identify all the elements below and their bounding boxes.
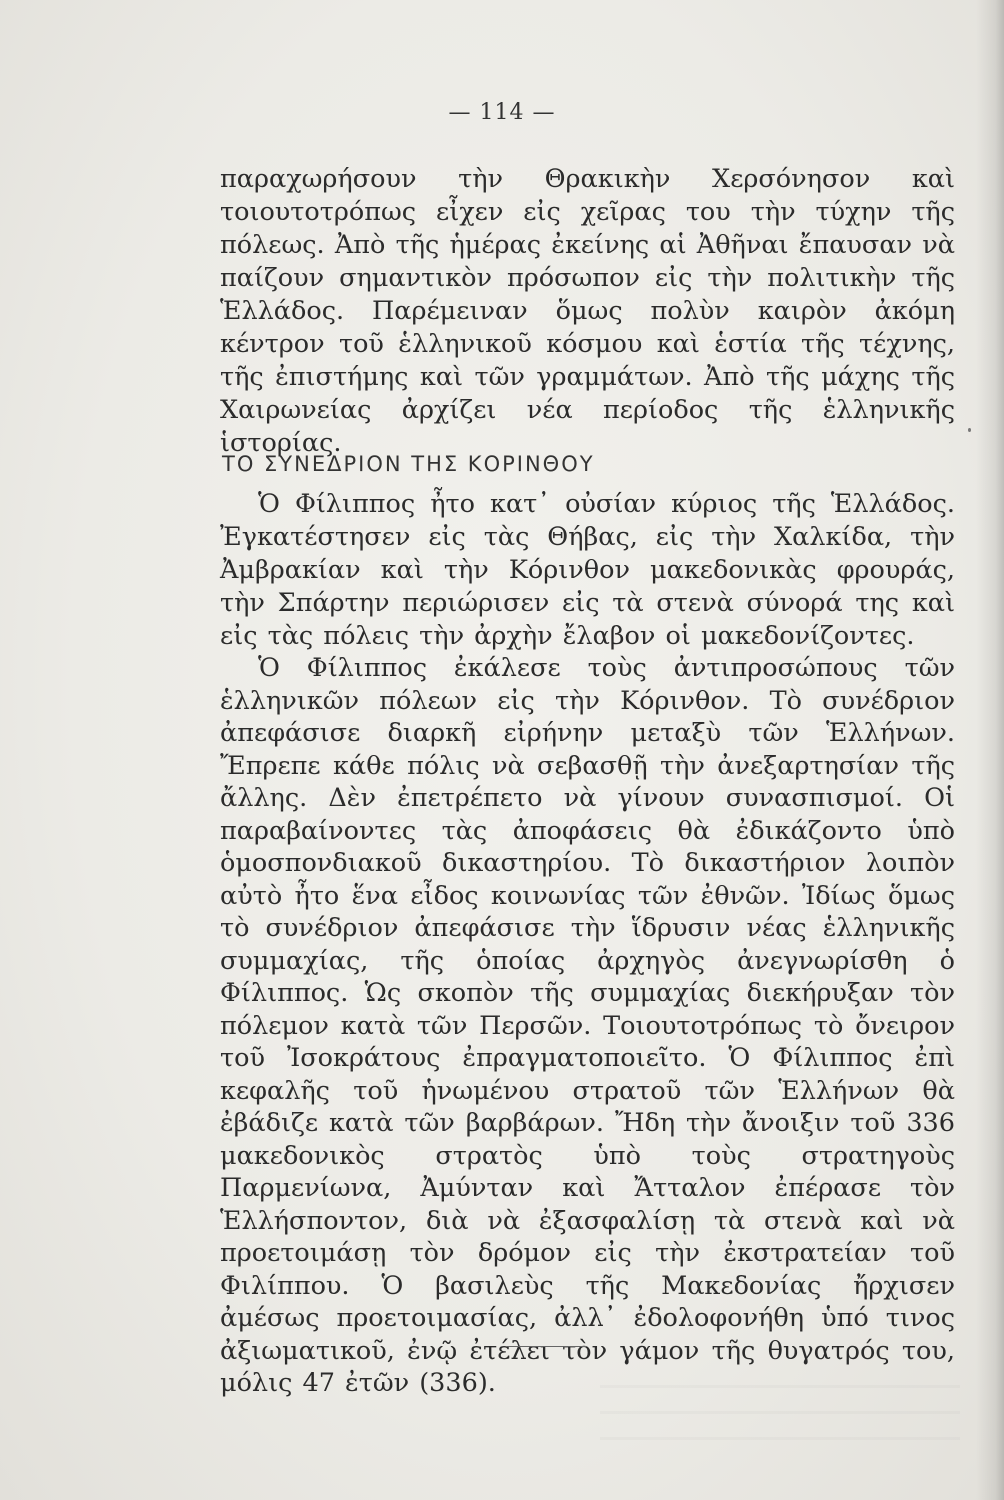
section-heading: ΤΟ ΣΥΝΕΔΡΙΟΝ ΤΗΣ ΚΟΡΙΝΘΟΥ <box>222 452 595 476</box>
body-paragraph-2: Ὁ Φίλιππος ἐκάλεσε τοὺς ἀντιπροσώπους τῶν ἑλληνικῶν πόλεων εἰς τὴν Κόρινθον. Τὸ συνέδριον ἀπεφάσισε διαρκῆ εἰρήνην μεταξὺ τῶν Ἑλλήνων. Ἔπρεπε κάθε πόλις νὰ σεβασθῇ τὴν ἀνεξαρτησίαν τῆς ἄλλης. Δὲν ἐπετρέπετο νὰ γίνουν συνασπισμοί. Οἱ παραβαίνοντες τὰς ἀποφάσεις θὰ ἐδικάζοντο ὑπὸ ὁμοσπονδιακοῦ δικαστηρίου. Τὸ δικαστήριον λοιπὸν αὐτὸ ἦτο ἕνα εἶδος κοινωνίας τῶν ἐθνῶν. Ἰδίως ὅμως τὸ συνέδριον ἀπεφάσισε τὴν ἵδρυσιν νέας ἑλληνικῆς συμμαχίας, τῆς ὁποίας ἀρχηγὸς ἀνεγνωρίσθη ὁ Φίλιππος. Ὡς σκοπὸν τῆς συμμαχίας διεκήρυξαν τὸν πόλεμον κατὰ τῶν Περσῶν. Τοιουτοτρόπως τὸ ὄνειρον τοῦ Ἰσοκράτους ἐπραγματοποιεῖτο. Ὁ Φίλιππος ἐπὶ κεφαλῆς τοῦ ἡνωμένου στρατοῦ τῶν Ἑλλήνων θὰ ἐβάδιζε κατὰ τῶν βαρβάρων. Ἤδη τὴν ἄνοιξιν τοῦ 336 μακεδονικὸς στρατὸς ὑπὸ τοὺς στρατηγοὺς Παρμενίωνα, Ἀμύνταν καὶ Ἄτταλον ἐπέρασε τὸν Ἑλλήσποντον, διὰ νὰ ἐξασφαλίσῃ τὰ στενὰ καὶ νὰ προετοιμάσῃ τὸν δρόμον εἰς τὴν ἐκστρατείαν τοῦ Φιλίππου. Ὁ βασιλεὺς τῆς Μακεδονίας ἤρχισεν ἀμέσως προετοιμασίας, ἀλλ᾽ ἐδολοφονήθη ὑπό τινος ἀξιωματικοῦ, ἐνῷ ἐτέλει τὸν γάμον τῆς θυγατρός του, μόλις 47 ἐτῶν (336). <box>220 653 955 1398</box>
end-of-text-rule <box>507 1346 587 1347</box>
body-paragraph-1: Ὁ Φίλιππος ἦτο κατ᾽ οὐσίαν κύριος τῆς Ἑλλάδος. Ἐγκατέστησεν εἰς τὰς Θήβας, εἰς τὴν Χαλκίδα, τὴν Ἀμβρακίαν καὶ τὴν Κόρινθον μακεδονικὰς φρουράς, τὴν Σπάρτην περιώρισεν εἰς τὰ στενὰ σύνορά της καὶ εἰς τὰς πόλεις τὴν ἀρχὴν ἔλαβον οἱ μακεδονίζοντες. <box>220 489 955 651</box>
page-number: — 114 — <box>448 100 556 125</box>
intro-paragraph: παραχωρήσουν τὴν Θρακικὴν Χερσόνησον καὶ τοιουτοτρόπως εἶχεν εἰς χεῖρας του τὴν τύχην τῆς πόλεως. Ἀπὸ τῆς ἡμέρας ἐκείνης αἱ Ἀθῆναι ἔπαυσαν νὰ παίζουν σημαντικὸν πρόσωπον εἰς τὴν πολιτικὴν τῆς Ἑλλάδος. Παρέμειναν ὅμως πολὺν καιρὸν ἀκόμη κέντρον τοῦ ἑλληνικοῦ κόσμου καὶ ἑστία τῆς τέχνης, τῆς ἐπιστήμης καὶ τῶν γραμμάτων. Ἀπὸ τῆς μάχης τῆς Χαιρωνείας ἀρχίζει νέα περίοδος τῆς ἑλληνικῆς ἱστορίας. <box>220 164 955 458</box>
show-through-ghost-text <box>600 1385 960 1445</box>
paper-speck <box>968 428 971 432</box>
page-edge-shadow <box>976 0 1004 1500</box>
